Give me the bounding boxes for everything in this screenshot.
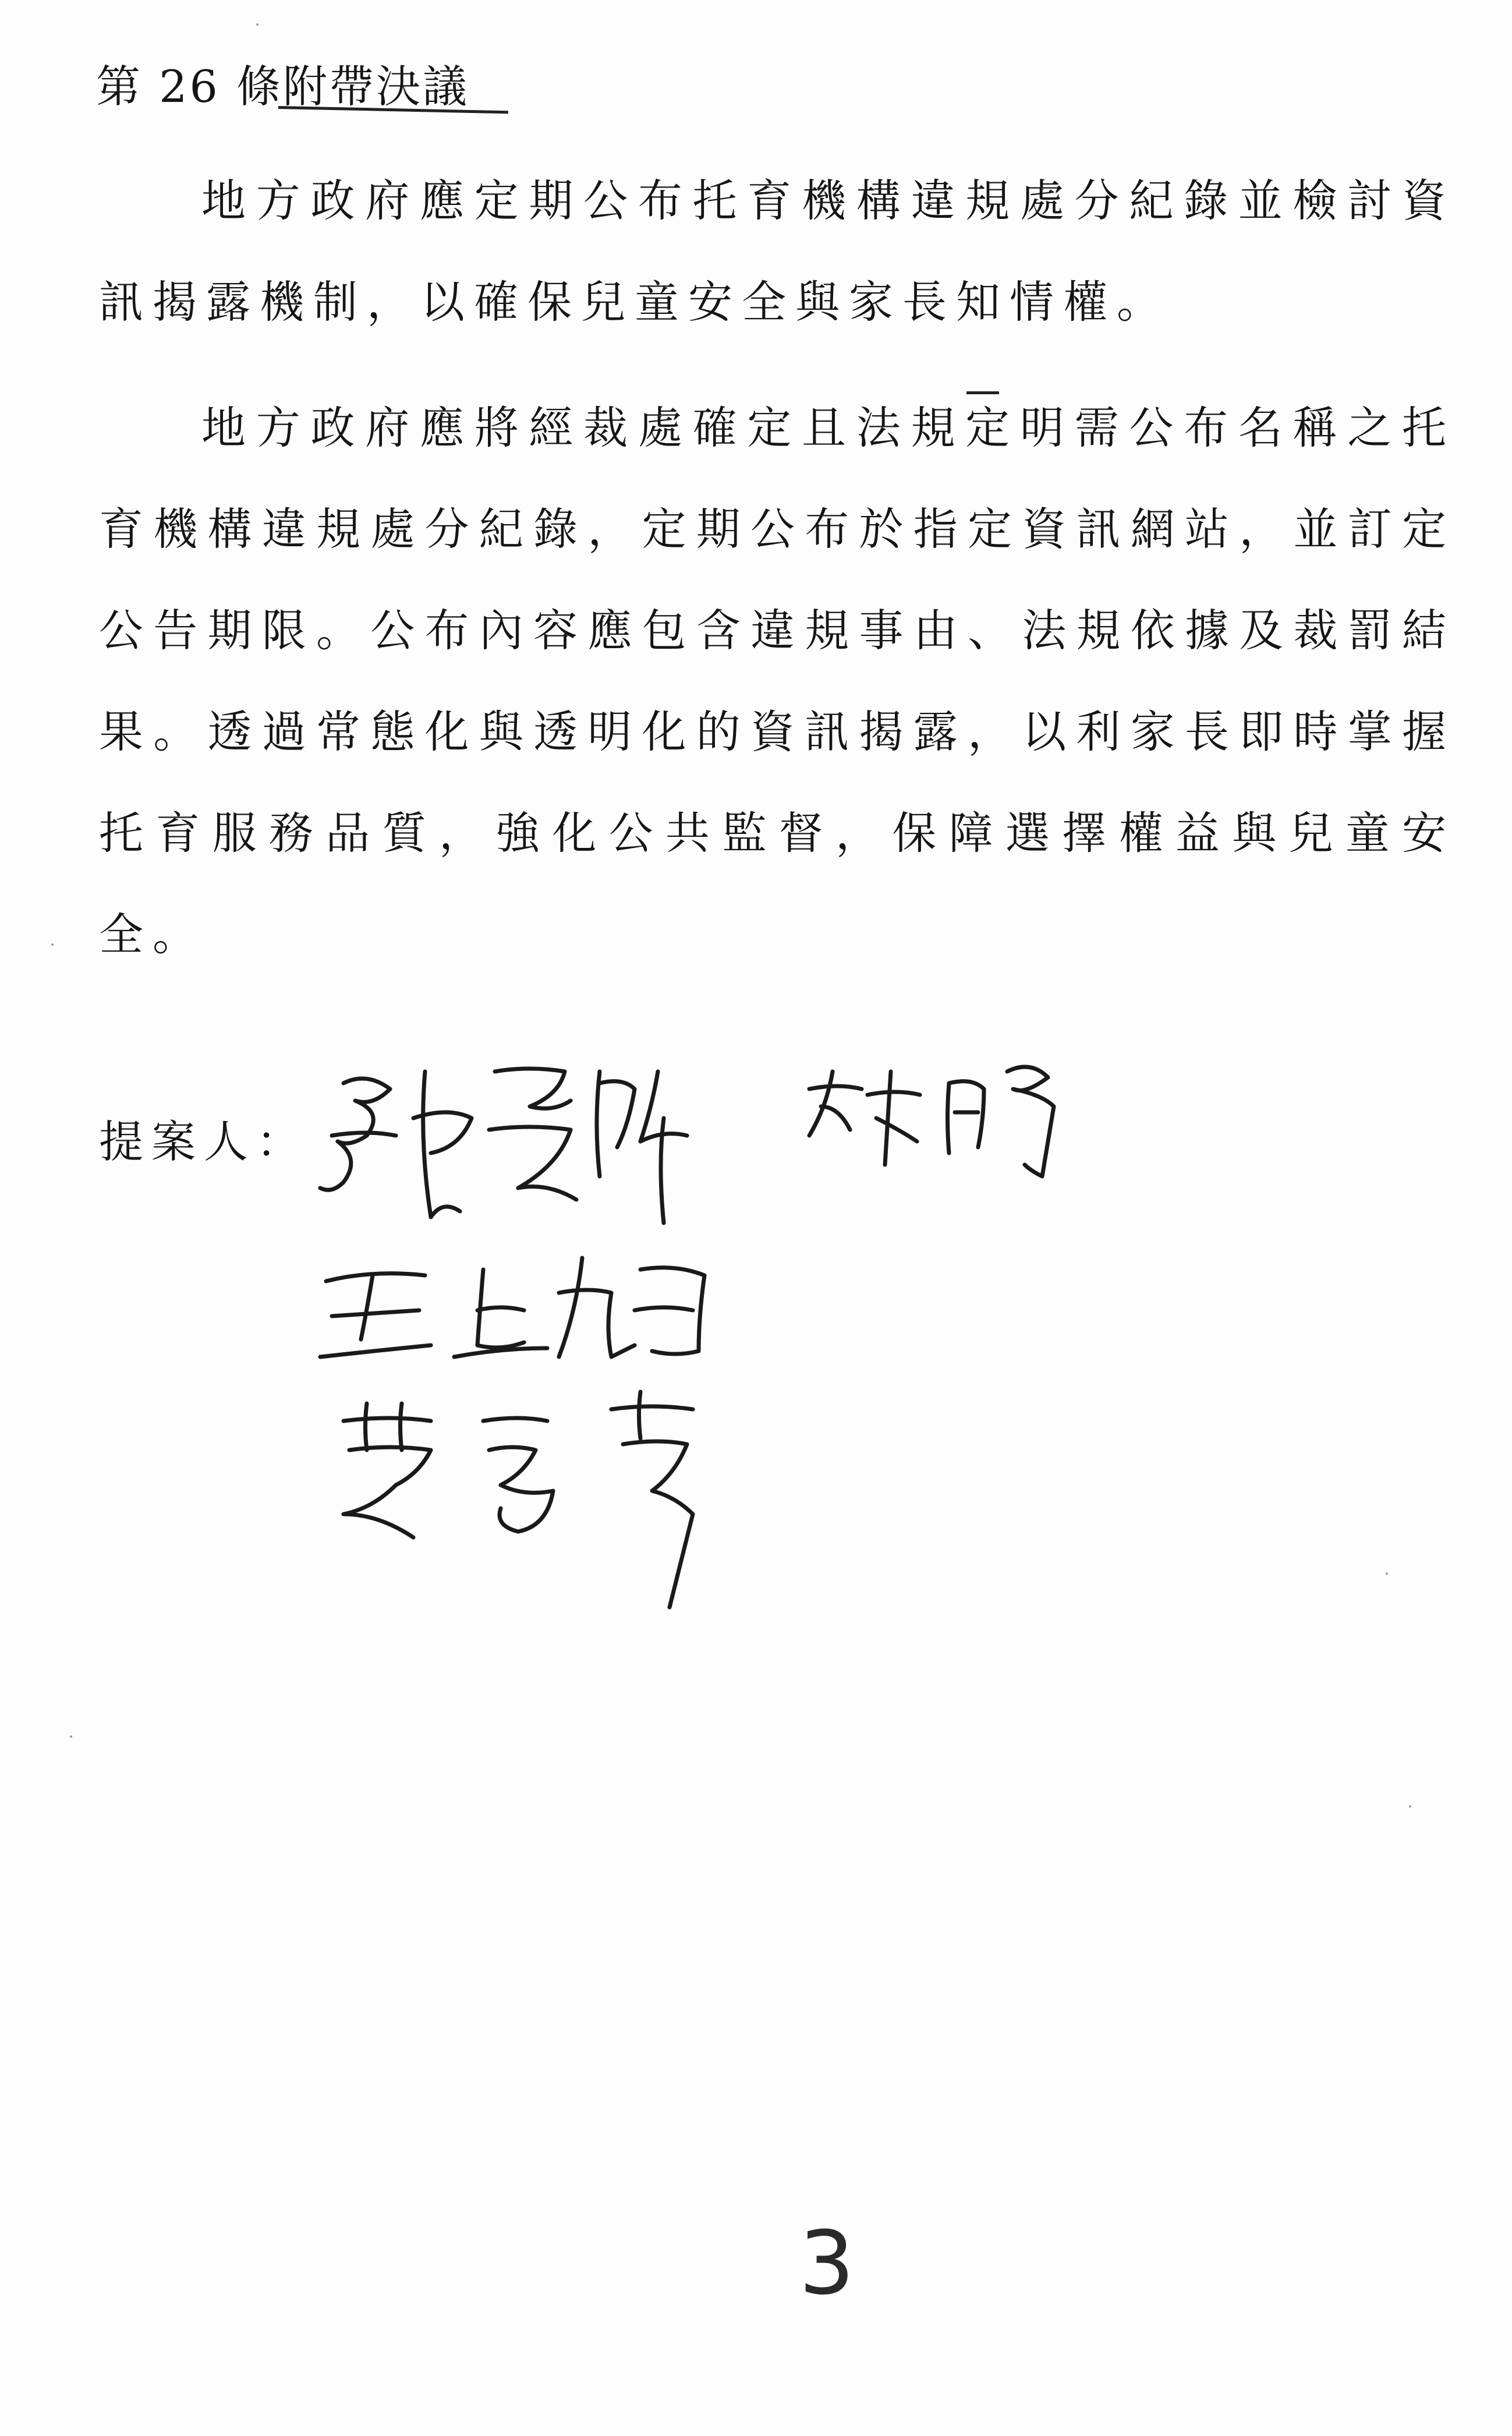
scan-speck [1409,1805,1411,1808]
scan-speck [51,943,54,946]
proposer-label: 提案人： [99,1116,309,1168]
signature-2-scribble [809,1067,1054,1176]
paragraph-2: 地方政府應將經裁處確定且法規定明需公布名稱之托育機構違規處分紀錄，定期公布於指定資訊網站，並訂定公告期限。公布內容應包含違規事由、法規依據及裁罰結果。透過常態化與透明化的資訊揭露，以利家長即時掌握托育服務品質，強化公共監督，保障選擇權益與兒童安全。 [99,402,1456,960]
scan-speck [70,1735,72,1738]
signature-3-scribble [320,1258,704,1357]
paragraph-1: 地方政府應定期公布托育機構違規處分紀錄並檢討資訊揭露機制，以確保兒童安全與家長知情權。 [99,175,1456,328]
handwritten-signatures [309,1048,1240,1631]
scan-speck [1386,1572,1388,1575]
scan-speck [256,23,259,26]
signature-1-scribble [320,1069,687,1223]
resolution-heading: 第 26 條附帶決議 [96,61,470,112]
signature-4-scribble [344,1392,693,1607]
page-number: 3 [799,2213,855,2314]
